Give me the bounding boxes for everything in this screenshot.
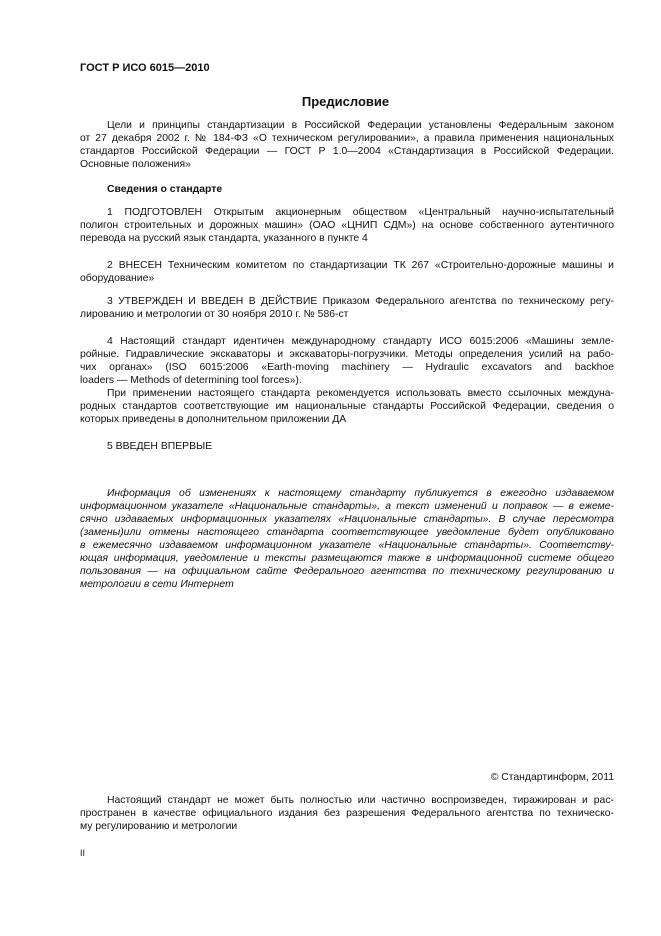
item-1-paragraph	[80, 206, 614, 245]
text-line: от 27 декабря 2002 г. № 184-ФЗ «О техническом регулировании», а правила применения национальных	[80, 133, 614, 144]
text-line: Цели и принципы стандартизации в Российской Федерации установлены Федеральным законом	[107, 120, 614, 131]
text-line: пространен в качестве официального издания без разрешения Федерального агентства по техническо-	[80, 808, 614, 819]
notice-paragraph	[80, 487, 614, 591]
item-3-paragraph	[80, 295, 614, 321]
text-line: 1 ПОДГОТОВЛЕН Открытым акционерным обществом «Центральный научно-испытательный	[107, 207, 614, 218]
text-line: ющая информация, уведомление и тексты размещаются также в информационной системе общего	[80, 553, 614, 564]
rights-paragraph	[80, 794, 614, 833]
section-subheading: Сведения о стандарте	[107, 184, 223, 195]
text-line: 4 Настоящий стандарт идентичен международному стандарту ИСО 6015:2006 «Машины земле-	[107, 336, 614, 347]
text-line: родных стандартов соответствующие им национальные стандарты Российской Федерации, сведения о	[80, 401, 614, 412]
page-title: Предисловие	[301, 94, 390, 109]
text-line: 3 УТВЕРЖДЕН И ВВЕДЕН В ДЕЙСТВИЕ Приказом Федерального агентства по техническому регу-	[107, 296, 614, 307]
item-4-note-paragraph	[80, 387, 614, 426]
text-line: чих органах» (ISO 6015:2006 «Earth-moving machinery — Hydraulic excavators and backhoe	[80, 362, 614, 373]
text-line: которых приведены в дополнительном приложении ДА	[80, 414, 347, 425]
document-code-header: ГОСТ Р ИСО 6015—2010	[80, 62, 210, 74]
text-line: 2 ВНЕСЕН Техническим комитетом по стандартизации ТК 267 «Строительно-дорожные машины и	[107, 260, 614, 271]
text-line: пользования — на официальном сайте Федерального агентства по техническому регулированию и	[80, 566, 614, 577]
text-line: ройные. Гидравлические экскаваторы и экскаваторы-погрузчики. Методы определения усилий на рабо-	[80, 349, 614, 360]
text-line: Основные положения»	[80, 159, 191, 170]
item-4-paragraph	[80, 335, 614, 387]
text-line: метрологии в сети Интернет	[80, 579, 234, 590]
text-line: При применении настоящего стандарта рекомендуется использовать вместо ссылочных междуна-	[107, 388, 614, 399]
item-2-paragraph	[80, 259, 614, 285]
text-line: Информация об изменениях к настоящему стандарту публикуется в ежегодно издаваемом	[107, 488, 614, 499]
text-line: му регулированию и метрологии	[80, 821, 238, 832]
text-line: сячно издаваемых информационных указателях «Национальные стандарты». В случае пересмотра	[80, 514, 614, 525]
text-line: (замены)или отмены настоящего стандарта соответствующее уведомление будет опубликовано	[80, 527, 614, 538]
text-line: 5 ВВЕДЕН ВПЕРВЫЕ	[107, 441, 213, 452]
intro-paragraph	[80, 119, 614, 171]
text-line: перевода на русский язык стандарта, указанного в пункте 4	[80, 233, 368, 244]
item-5-paragraph	[80, 440, 614, 453]
text-line: лированию и метрологии от 30 ноября 2010 г. № 586-ст	[80, 309, 349, 320]
copyright: © Стандартинформ, 2011	[490, 772, 614, 783]
text-line: в ежемесячно издаваемом информационном указателе «Национальные стандарты». Соответству-	[80, 540, 614, 551]
text-line: оборудование»	[80, 273, 155, 284]
text-line: стандартов Российской Федерации — ГОСТ Р 1.0—2004 «Стандартизация в Российской Федерации.	[80, 146, 614, 157]
text-line: Настоящий стандарт не может быть полностью или частично воспроизведен, тиражирован и рас-	[107, 795, 614, 806]
text-line: полигон строительных и дорожных машин» (ОАО «ЦНИП СДМ») на основе собственного аутентичного	[80, 220, 614, 231]
text-line: loaders — Methods of determining tool forces»).	[80, 375, 302, 386]
text-line: информационном указателе «Национальные стандарты», а текст изменений и поправок — в ежеме-	[80, 501, 614, 512]
page-number: II	[80, 848, 86, 858]
